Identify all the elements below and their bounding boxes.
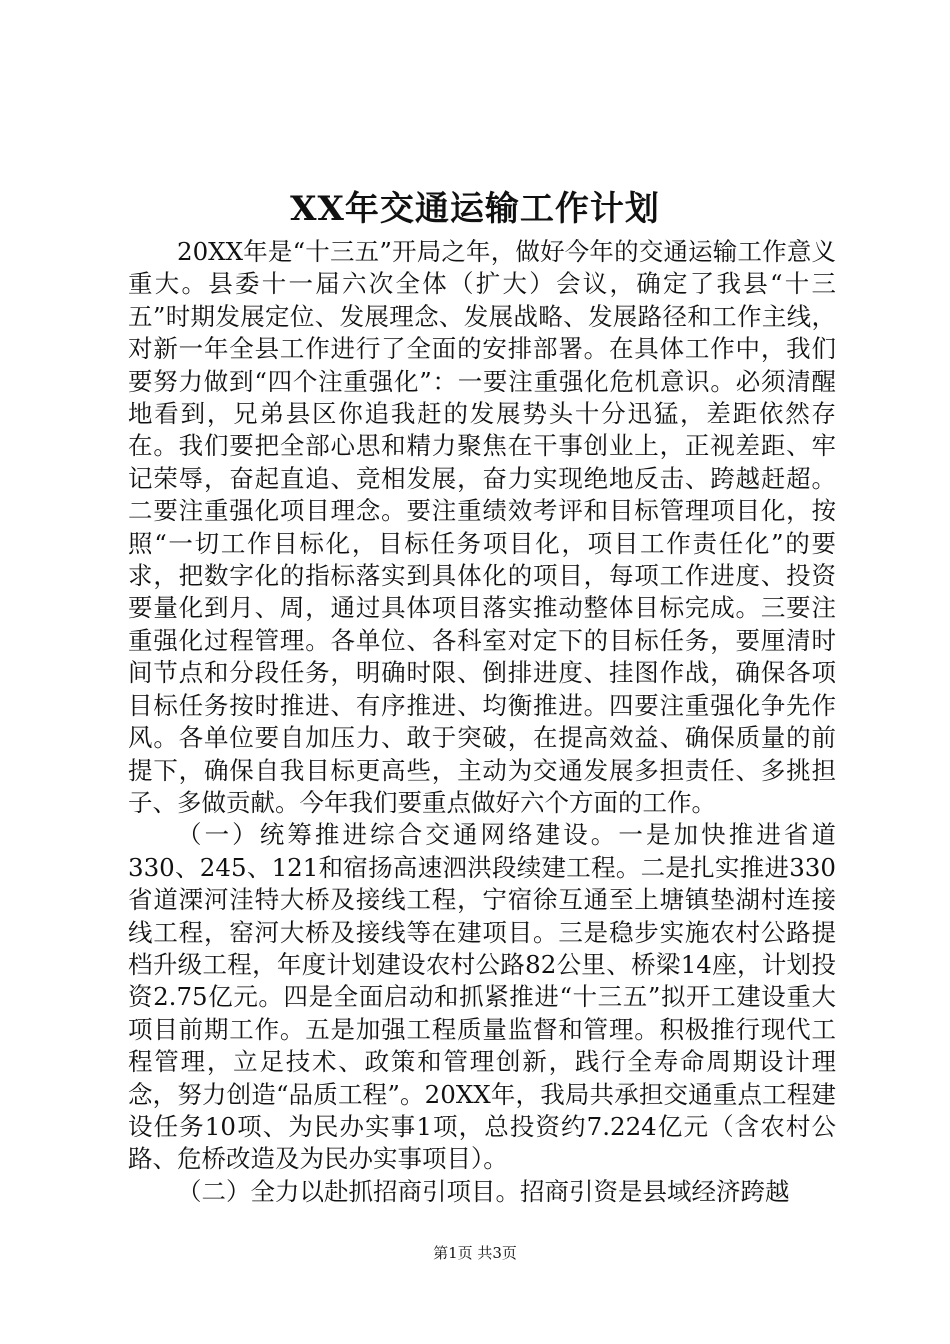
document-body: [128, 236, 836, 1208]
document-title: XX年交通运输工作计划: [290, 189, 660, 229]
page-footer: 第1页 共3页: [433, 1244, 517, 1262]
paragraph-section-2: （二）全力以赴抓招商引项目。招商引资是县域经济跨越: [177, 1176, 790, 1206]
paragraph-intro: 20XX年是“十三五”开局之年，做好今年的交通运输工作意义重大。县委十一届六次全体（扩大）会议，确定了我县“十三五”时期发展定位、发展理念、发展战略、发展路径和工作主线，对新一年全县工作进行了全面的安排部署。在具体工作中，我们要努力做到“四个注重强化”：一要注重强化危机意识。必须清醒地看到，兄弟县区你追我赶的发展势头十分迅猛，差距依然存在。我们要把全部心思和精力聚焦在干事创业上，正视差距、牢记荣辱，奋起直追、竞相发展，奋力实现绝地反击、跨越赶超。二要注重强化项目理念。要注重绩效考评和目标管理项目化，按照“一切工作目标化，目标任务项目化，项目工作责任化”的要求，把数字化的指标落实到具体化的项目，每项工作进度、投资要量化到月、周，通过具体项目落实推动整体目标完成。三要注重强化过程管理。各单位、各科室对定下的目标任务，要厘清时间节点和分段任务，明确时限、倒排进度、挂图作战，确保各项目标任务按时推进、有序推进、均衡推进。四要注重强化争先作风。各单位要自加压力、敢于突破，在提高效益、确保质量的前提下，确保自我目标更高些，主动为交通发展多担责任、多挑担子、多做贡献。今年我们要重点做好六个方面的工作。: [128, 237, 836, 817]
paragraph-section-1: （一）统筹推进综合交通网络建设。一是加快推进省道330、245、121和宿扬高速泗洪段续建工程。二是扎实推进330省道溧河洼特大桥及接线工程，宁宿徐互通至上塘镇垫湖村连接线工程，窑河大桥及接线等在建项目。三是稳步实施农村公路提档升级工程，年度计划建设农村公路82公里、桥梁14座，计划投资2.75亿元。四是全面启动和抓紧推进“十三五”拟开工建设重大项目前期工作。五是加强工程质量监督和管理。积极推行现代工程管理，立足技术、政策和管理创新，践行全寿命周期设计理念，努力创造“品质工程”。20XX年，我局共承担交通重点工程建设任务10项、为民办实事1项，总投资约7.224亿元（含农村公路、危桥改造及为民办实事项目）。: [128, 820, 836, 1174]
